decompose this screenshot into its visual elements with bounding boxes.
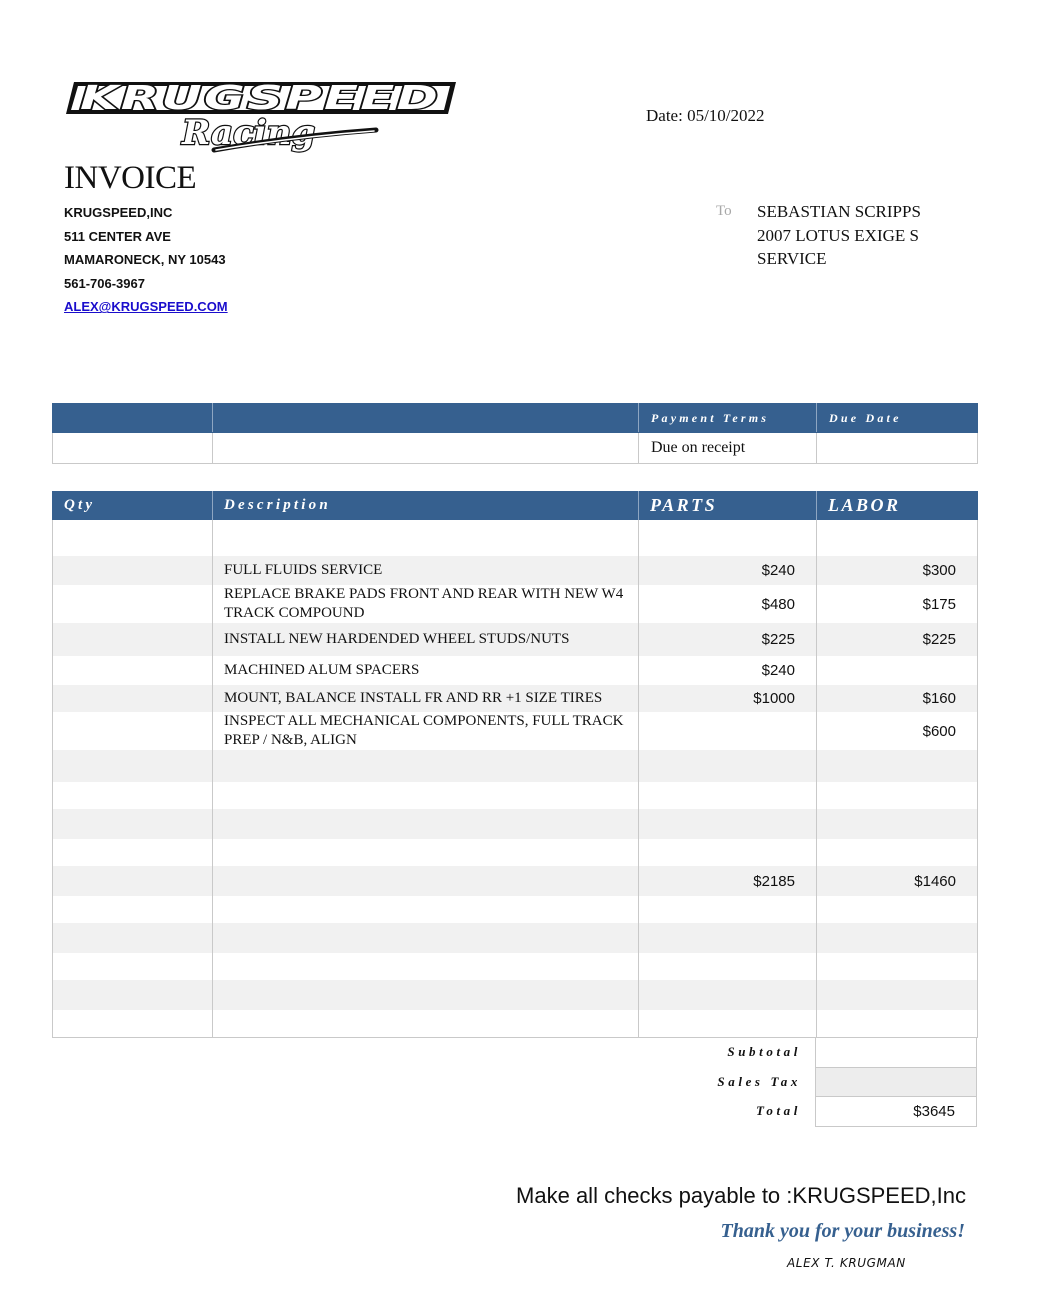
totals-table bbox=[600, 1037, 977, 1127]
table-row bbox=[53, 809, 978, 839]
bill-to-service: SERVICE bbox=[757, 249, 827, 268]
labor-cell bbox=[817, 980, 978, 1010]
description-cell bbox=[213, 520, 639, 556]
terms-header-blank-1 bbox=[53, 404, 213, 433]
parts-cell bbox=[639, 782, 817, 809]
table-row bbox=[53, 712, 978, 750]
total-label: Total bbox=[756, 1103, 801, 1119]
table-row bbox=[53, 839, 978, 866]
to-label: To bbox=[716, 203, 732, 219]
items-header-qty: Qty bbox=[53, 491, 213, 520]
labor-cell bbox=[817, 953, 978, 980]
description-cell bbox=[213, 923, 639, 953]
parts-cell bbox=[639, 839, 817, 866]
qty-cell bbox=[53, 980, 213, 1010]
table-row bbox=[53, 953, 978, 980]
description-cell bbox=[213, 1010, 639, 1037]
table-row bbox=[53, 923, 978, 953]
qty-cell bbox=[53, 953, 213, 980]
labor-cell: $160 bbox=[817, 685, 978, 712]
sales-tax-value bbox=[816, 1067, 977, 1097]
company-block bbox=[64, 202, 228, 320]
parts-cell bbox=[639, 980, 817, 1010]
thank-you-note: Thank you for your business! bbox=[720, 1220, 965, 1242]
checks-payable-note: Make all checks payable to :KRUGSPEED,Inc bbox=[516, 1183, 966, 1208]
parts-cell: $240 bbox=[639, 556, 817, 585]
table-row bbox=[53, 750, 978, 782]
parts-cell bbox=[639, 896, 817, 923]
qty-cell bbox=[53, 750, 213, 782]
labor-cell bbox=[817, 782, 978, 809]
qty-cell bbox=[53, 1010, 213, 1037]
description-cell bbox=[213, 896, 639, 923]
terms-header-due-date: Due Date bbox=[817, 404, 978, 433]
description-cell bbox=[213, 839, 639, 866]
qty-cell bbox=[53, 782, 213, 809]
qty-cell bbox=[53, 656, 213, 685]
qty-cell bbox=[53, 520, 213, 556]
items-header-parts: PARTS bbox=[639, 491, 817, 520]
qty-cell bbox=[53, 556, 213, 585]
description-cell bbox=[213, 750, 639, 782]
labor-cell bbox=[817, 750, 978, 782]
items-header-labor: LABOR bbox=[817, 491, 978, 520]
table-row bbox=[53, 980, 978, 1010]
qty-cell bbox=[53, 866, 213, 896]
company-street: 511 CENTER AVE bbox=[64, 228, 171, 244]
labor-cell bbox=[817, 1010, 978, 1037]
parts-cell: $240 bbox=[639, 656, 817, 685]
description-cell: INSTALL NEW HARDENDED WHEEL STUDS/NUTS bbox=[213, 623, 639, 656]
subtotal-label: Subtotal bbox=[727, 1044, 801, 1060]
total-value: $3645 bbox=[816, 1097, 977, 1127]
table-row bbox=[53, 866, 978, 896]
description-cell bbox=[213, 809, 639, 839]
terms-cell bbox=[53, 433, 213, 464]
items-header-description: Description bbox=[213, 491, 639, 520]
table-row bbox=[53, 520, 978, 556]
labor-cell bbox=[817, 923, 978, 953]
company-city: MAMARONECK, NY 10543 bbox=[64, 252, 226, 268]
qty-cell bbox=[53, 585, 213, 623]
parts-cell bbox=[639, 750, 817, 782]
labor-cell: $600 bbox=[817, 712, 978, 750]
table-row bbox=[53, 782, 978, 809]
parts-cell bbox=[639, 712, 817, 750]
description-cell: MOUNT, BALANCE INSTALL FR AND RR +1 SIZE TIRES bbox=[213, 685, 639, 712]
description-cell bbox=[213, 953, 639, 980]
parts-cell bbox=[639, 809, 817, 839]
parts-cell: $1000 bbox=[639, 685, 817, 712]
parts-cell: $480 bbox=[639, 585, 817, 623]
signature: ALEX T. KRUGMAN bbox=[787, 1256, 906, 1270]
due-date-value bbox=[817, 433, 978, 464]
table-row bbox=[53, 1010, 978, 1037]
qty-cell bbox=[53, 809, 213, 839]
payment-terms-table bbox=[52, 403, 978, 464]
labor-cell bbox=[817, 839, 978, 866]
labor-cell: $225 bbox=[817, 623, 978, 656]
qty-cell bbox=[53, 896, 213, 923]
description-cell bbox=[213, 980, 639, 1010]
parts-cell: $225 bbox=[639, 623, 817, 656]
subtotal-value bbox=[816, 1038, 977, 1068]
company-phone: 561-706-3967 bbox=[64, 275, 145, 291]
line-items-body bbox=[53, 520, 978, 1037]
labor-cell: $1460 bbox=[817, 866, 978, 896]
invoice-title: INVOICE bbox=[64, 160, 197, 196]
parts-cell bbox=[639, 1010, 817, 1037]
krugspeed-racing-logo bbox=[64, 74, 464, 166]
payment-terms-value: Due on receipt bbox=[639, 433, 817, 464]
labor-cell bbox=[817, 656, 978, 685]
qty-cell bbox=[53, 685, 213, 712]
labor-cell: $300 bbox=[817, 556, 978, 585]
bill-to-vehicle: 2007 LOTUS EXIGE S bbox=[757, 225, 919, 245]
qty-cell bbox=[53, 839, 213, 866]
table-row bbox=[53, 556, 978, 585]
logo-script: Racing bbox=[182, 113, 316, 153]
description-cell: INSPECT ALL MECHANICAL COMPONENTS, FULL TRACK PREP / N&B, ALIGN bbox=[213, 712, 639, 750]
table-row bbox=[53, 656, 978, 685]
invoice-date: Date: 05/10/2022 bbox=[646, 106, 765, 125]
parts-cell bbox=[639, 520, 817, 556]
terms-header-payment-terms: Payment Terms bbox=[639, 404, 817, 433]
bill-to-block bbox=[757, 200, 921, 271]
table-row bbox=[53, 623, 978, 656]
table-row bbox=[53, 896, 978, 923]
qty-cell bbox=[53, 623, 213, 656]
table-row bbox=[53, 585, 978, 623]
line-items-table bbox=[52, 491, 978, 1038]
qty-cell bbox=[53, 923, 213, 953]
description-cell: FULL FLUIDS SERVICE bbox=[213, 556, 639, 585]
description-cell: REPLACE BRAKE PADS FRONT AND REAR WITH NEW W4 TRACK COMPOUND bbox=[213, 585, 639, 623]
company-name: KRUGSPEED,INC bbox=[64, 205, 173, 220]
labor-cell bbox=[817, 809, 978, 839]
sales-tax-label: Sales Tax bbox=[717, 1073, 801, 1089]
labor-cell: $175 bbox=[817, 585, 978, 623]
description-cell: MACHINED ALUM SPACERS bbox=[213, 656, 639, 685]
labor-cell bbox=[817, 520, 978, 556]
table-row bbox=[53, 685, 978, 712]
description-cell bbox=[213, 866, 639, 896]
description-cell bbox=[213, 782, 639, 809]
terms-cell bbox=[213, 433, 639, 464]
bill-to-name: SEBASTIAN SCRIPPS bbox=[757, 202, 921, 221]
parts-cell: $2185 bbox=[639, 866, 817, 896]
logo-brand: KRUGSPEED bbox=[80, 78, 440, 117]
labor-cell bbox=[817, 896, 978, 923]
terms-header-blank-2 bbox=[213, 404, 639, 433]
company-email-link[interactable]: ALEX@KRUGSPEED.COM bbox=[64, 299, 228, 315]
qty-cell bbox=[53, 712, 213, 750]
parts-cell bbox=[639, 953, 817, 980]
parts-cell bbox=[639, 923, 817, 953]
